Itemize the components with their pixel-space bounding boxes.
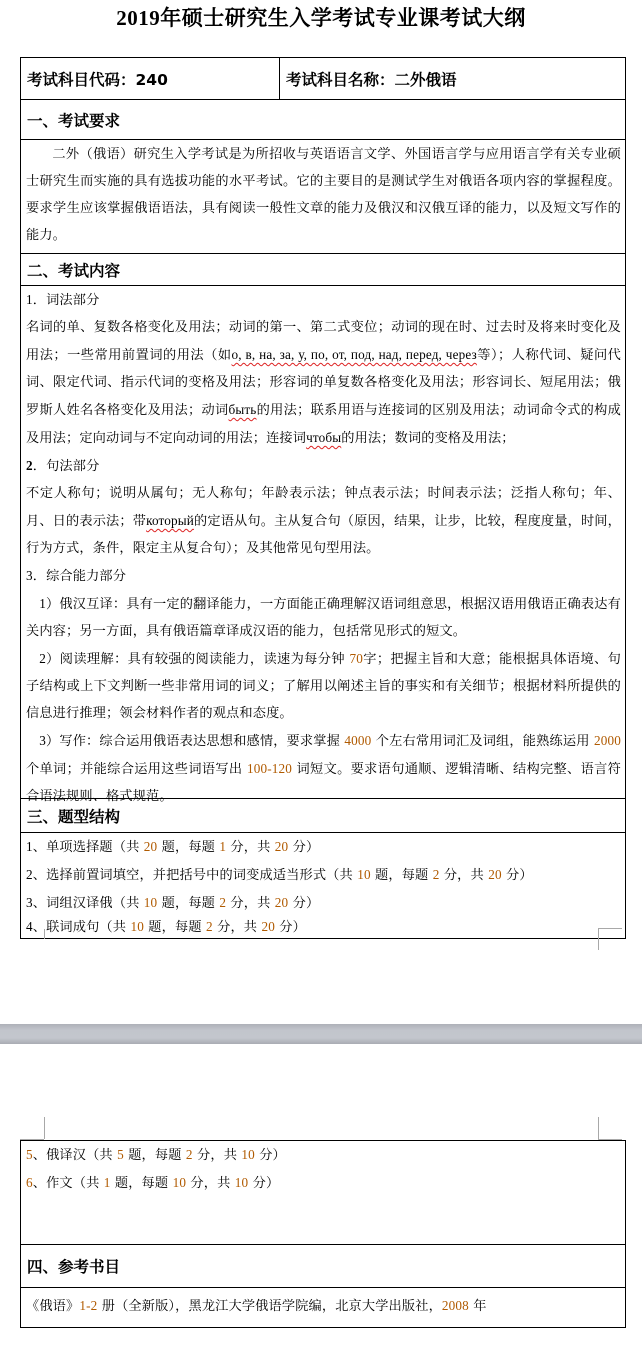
crop-mark: [598, 928, 622, 929]
subsection-skills-title: 3．综合能力部分: [26, 568, 127, 584]
subsection-syntax-title: 2．句法部分: [26, 458, 100, 474]
crop-mark: [44, 1117, 45, 1139]
question-type-item: 2、选择前置词填空，并把括号中的词变成适当形式（共 10 题，每题 2 分，共 20 分）: [26, 867, 533, 883]
morphology-text: 名词的单、复数各格变化及用法；动词的第一、第二式变位；动词的现在时、过去时及将来时变化及用法；一些常用前置词的用法（如o, в, на, за, у, по, от, под, над, перед, через等）；人称代词、疑问代词、限定代词、指示代词的变格及用法；形容词的单复数各格变化及用法；形容词长、短尾用法；俄罗斯人姓名各格变化及用法；动词быть的用法；联系用语与连接词的区别及用法；动词命令式的构成及用法；定向动词与不定向动词的用法；连接词чтобы的用法；数词的变格及用法；: [26, 320, 621, 446]
subject-name: 考试科目名称：二外俄语: [286, 70, 457, 89]
document-title: 2019年硕士研究生入学考试专业课考试大纲: [116, 6, 526, 30]
page-break-separator: [0, 1024, 642, 1044]
question-type-item: 5、俄译汉（共 5 题，每题 2 分，共 10 分）: [26, 1147, 286, 1163]
crop-mark: [598, 928, 599, 950]
question-type-item: 6、作文（共 1 题，每题 10 分，共 10 分）: [26, 1175, 280, 1191]
section-body-question-types: [21, 833, 625, 938]
section-heading-content: 二、考试内容: [21, 254, 625, 286]
reference-item: 《俄语》1-2 册（全新版），黑龙江大学俄语学院编，北京大学出版社，2008 年: [26, 1298, 487, 1314]
crop-mark: [44, 929, 45, 939]
section-body-content: [21, 286, 625, 804]
subject-info-row: [21, 58, 625, 100]
section-body-question-types-cont: [21, 1141, 625, 1245]
question-type-item: 3、词组汉译俄（共 10 题，每题 2 分，共 20 分）: [26, 895, 320, 911]
syntax-text: 不定人称句；说明从属句；无人称句；年龄表示法；钟点表示法；时间表示法；泛指人称句；年、月、日的表示法；带который的定语从句。主从复合句（原因，结果，让步，比较，程度度量，时间，行为方式，条件，限定主从复合句）；及其他常见句型用法。: [26, 486, 621, 556]
russian-word-kotoryj: который: [146, 513, 194, 528]
skill-item-reading: 2）阅读理解：具有较强的阅读能力，读速为每分钟 70字；把握主旨和大意；能根据具体语境、句子结构或上下文判断一些非常用词的词义；了解用以阐述主旨的事实和有关细节；根据材料所提供的信息进行推理；领会材料作者的观点和态度。: [26, 651, 621, 721]
subject-code: 考试科目代码：240: [21, 58, 280, 99]
section-body-requirements: [21, 140, 625, 254]
section-heading-references: 四、参考书目: [21, 1245, 625, 1288]
syllabus-table-page-1: [20, 57, 626, 939]
subsection-morphology-title: 1．词法部分: [26, 292, 100, 308]
question-type-item: 1、单项选择题（共 20 题，每题 1 分，共 20 分）: [26, 839, 320, 855]
skill-item-translation: 1）俄汉互译：具有一定的翻译能力，一方面能正确理解汉语词组意思，根据汉语用俄语正确表达有关内容；另一方面，具有俄语篇章译成汉语的能力，包括常见形式的短文。: [26, 596, 621, 639]
section-body-references: [21, 1288, 625, 1326]
russian-word-chtoby: чтобы: [306, 430, 342, 445]
syllabus-table-page-2: [20, 1140, 626, 1328]
question-type-item: 4、联词成句（共 10 题，每题 2 分，共 20 分）: [26, 919, 306, 935]
skill-item-writing: 3）写作：综合运用俄语表达思想和感情，要求掌握 4000 个左右常用词汇及词组，能熟练运用 2000 个单词；并能综合运用这些词语写出 100-120 词短文。要求语句通顺、逻辑清晰、结构完整、语言符合语法规则、格式规范。: [26, 733, 621, 804]
requirements-paragraph: 二外（俄语）研究生入学考试是为所招收与英语语言文学、外国语言学与应用语言学有关专业硕士研究生而实施的具有选拔功能的水平考试。它的主要目的是测试学生对俄语各项内容的掌握程度。要求学生应该掌握俄语语法，具有阅读一般性文章的能力及俄汉和汉俄互译的能力，以及短文写作的能力。: [26, 147, 621, 243]
section-heading-question-types: 三、题型结构: [21, 799, 625, 833]
crop-mark: [598, 1117, 599, 1139]
russian-word-byt: быть: [228, 402, 257, 417]
section-heading-requirements: 一、考试要求: [21, 100, 625, 140]
russian-prepositions: o, в, на, за, у, по, от, под, над, перед, через: [231, 347, 477, 362]
